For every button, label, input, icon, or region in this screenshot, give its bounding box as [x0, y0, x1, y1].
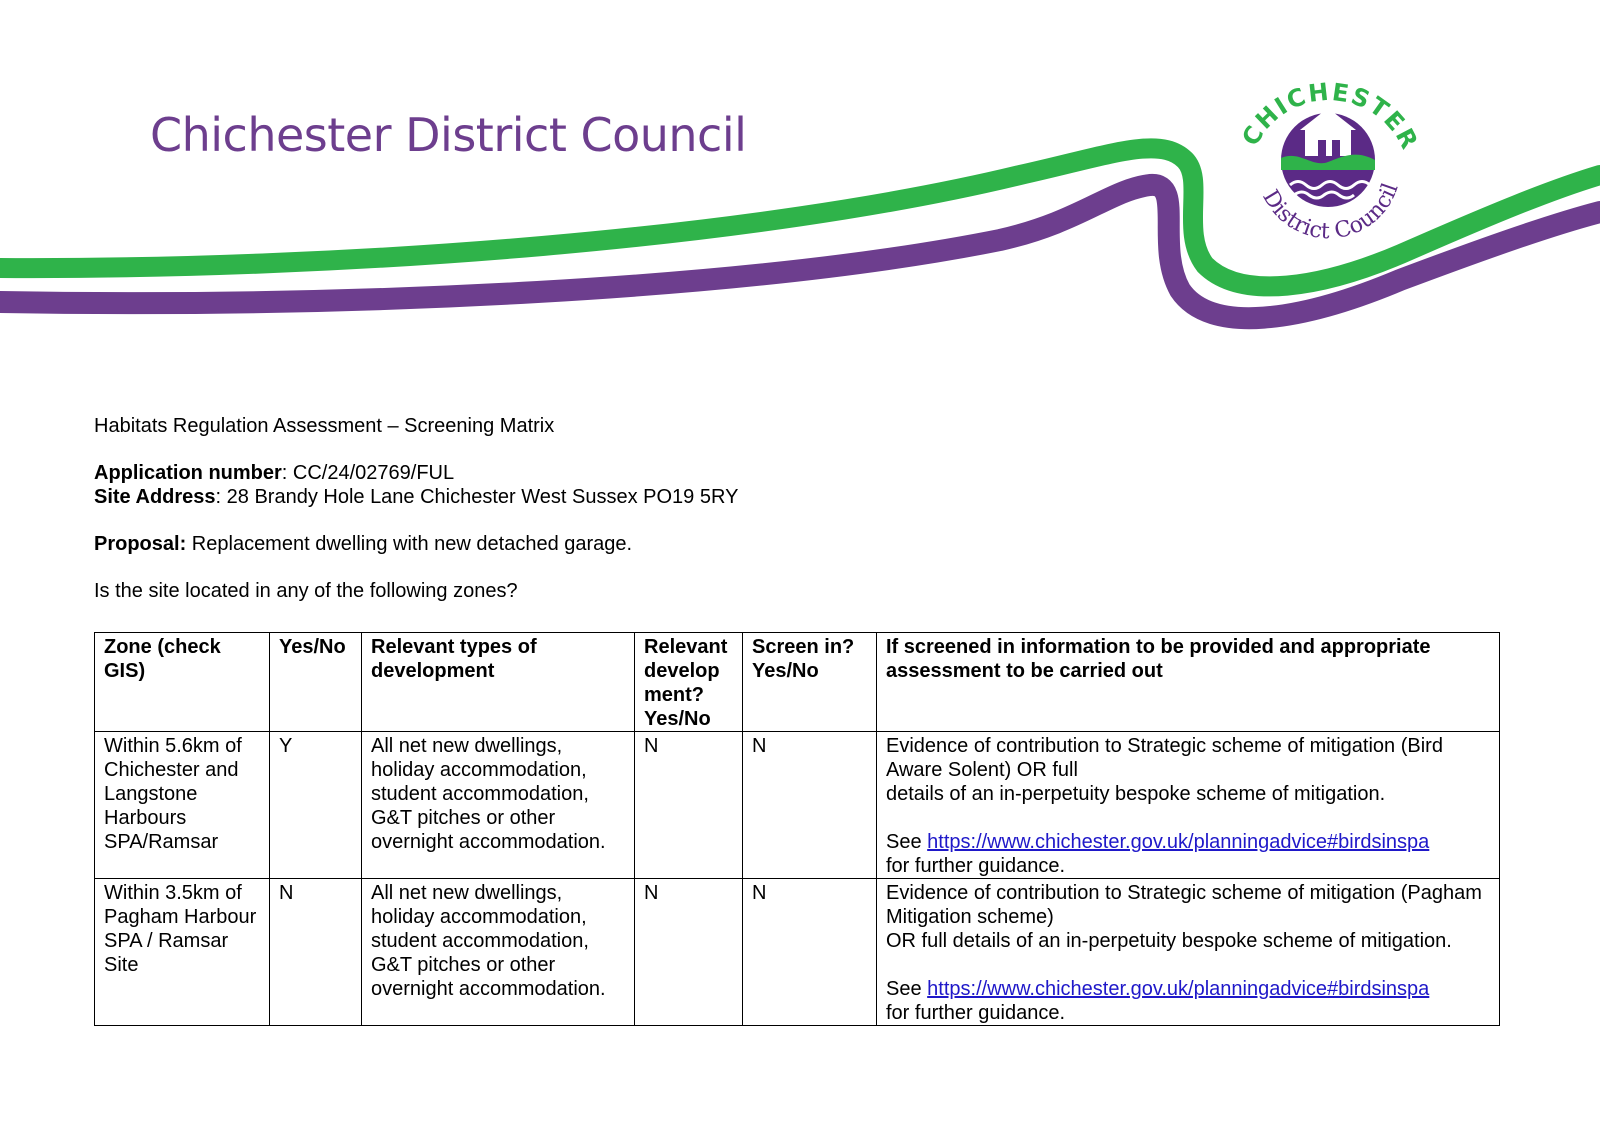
header-yes-no: Yes/No — [270, 633, 362, 732]
council-name: Chichester District Council — [150, 108, 747, 162]
site-address: : 28 Brandy Hole Lane Chichester West Sussex PO19 5RY — [215, 486, 739, 508]
relevant-development-cell: N — [635, 879, 743, 1026]
information-cell — [877, 732, 1500, 879]
header-relevant-development: Relevant develop ment? Yes/No — [635, 633, 743, 732]
development-types-cell: All net new dwellings, holiday accommodation, student accommodation, G&T pitches or other overnight accommodation. — [362, 879, 635, 1026]
see-label: See — [886, 831, 928, 853]
site-address-line — [94, 485, 1504, 509]
guidance-link-line — [886, 977, 1490, 1001]
header-information: If screened in information to be provided and appropriate assessment to be carried out — [877, 633, 1500, 732]
application-number: : CC/24/02769/FUL — [281, 462, 455, 484]
birds-in-spa-link[interactable]: https://www.chichester.gov.uk/planningadvice#birdsinspa — [927, 978, 1430, 1000]
see-label: See — [886, 978, 928, 1000]
council-logo — [1236, 78, 1424, 245]
guidance-link-line — [886, 830, 1490, 854]
info-line: details of an in-perpetuity bespoke scheme of mitigation. — [886, 783, 1386, 805]
proposal-line — [94, 532, 1504, 556]
table-row — [95, 879, 1500, 1026]
proposal-label: Proposal: — [94, 533, 187, 555]
zones-question: Is the site located in any of the following zones? — [94, 580, 518, 602]
yes-no-cell: Y — [270, 732, 362, 879]
logo-text-bottom: District Council — [1257, 180, 1404, 245]
header-banner — [0, 0, 1600, 360]
application-line — [94, 461, 1504, 485]
guidance-text: for further guidance. — [886, 855, 1065, 877]
screening-matrix-table — [94, 632, 1500, 1026]
header-screen-in: Screen in? Yes/No — [743, 633, 877, 732]
table-header-row — [95, 633, 1500, 732]
application-label: Application number — [94, 462, 282, 484]
zone-cell: Within 3.5km of Pagham Harbour SPA / Ramsar Site — [95, 879, 270, 1026]
relevant-development-cell: N — [635, 732, 743, 879]
screen-in-cell: N — [743, 879, 877, 1026]
document-body — [94, 414, 1504, 603]
purple-swoosh — [0, 185, 1600, 318]
birds-in-spa-link[interactable]: https://www.chichester.gov.uk/planningadvice#birdsinspa — [927, 831, 1430, 853]
proposal-text: Replacement dwelling with new detached garage. — [186, 533, 633, 555]
information-cell — [877, 879, 1500, 1026]
document-title: Habitats Regulation Assessment – Screening Matrix — [94, 415, 555, 437]
zone-cell: Within 5.6km of Chichester and Langstone Harbours SPA/Ramsar — [95, 732, 270, 879]
development-types-cell: All net new dwellings, holiday accommodation, student accommodation, G&T pitches or other overnight accommodation. — [362, 732, 635, 879]
header-development-types: Relevant types of development — [362, 633, 635, 732]
info-line: OR full details of an in-perpetuity bespoke scheme of mitigation. — [886, 930, 1452, 952]
info-line: Evidence of contribution to Strategic scheme of mitigation (Pagham Mitigation scheme) — [886, 882, 1482, 928]
guidance-text: for further guidance. — [886, 1002, 1065, 1024]
info-line: Evidence of contribution to Strategic scheme of mitigation (Bird Aware Solent) OR full — [886, 735, 1443, 781]
header-zone: Zone (check GIS) — [95, 633, 270, 732]
yes-no-cell: N — [270, 879, 362, 1026]
screen-in-cell: N — [743, 732, 877, 879]
site-address-label: Site Address — [94, 486, 216, 508]
table-row — [95, 732, 1500, 879]
logo-text-top: CHICHESTER — [1236, 77, 1425, 155]
